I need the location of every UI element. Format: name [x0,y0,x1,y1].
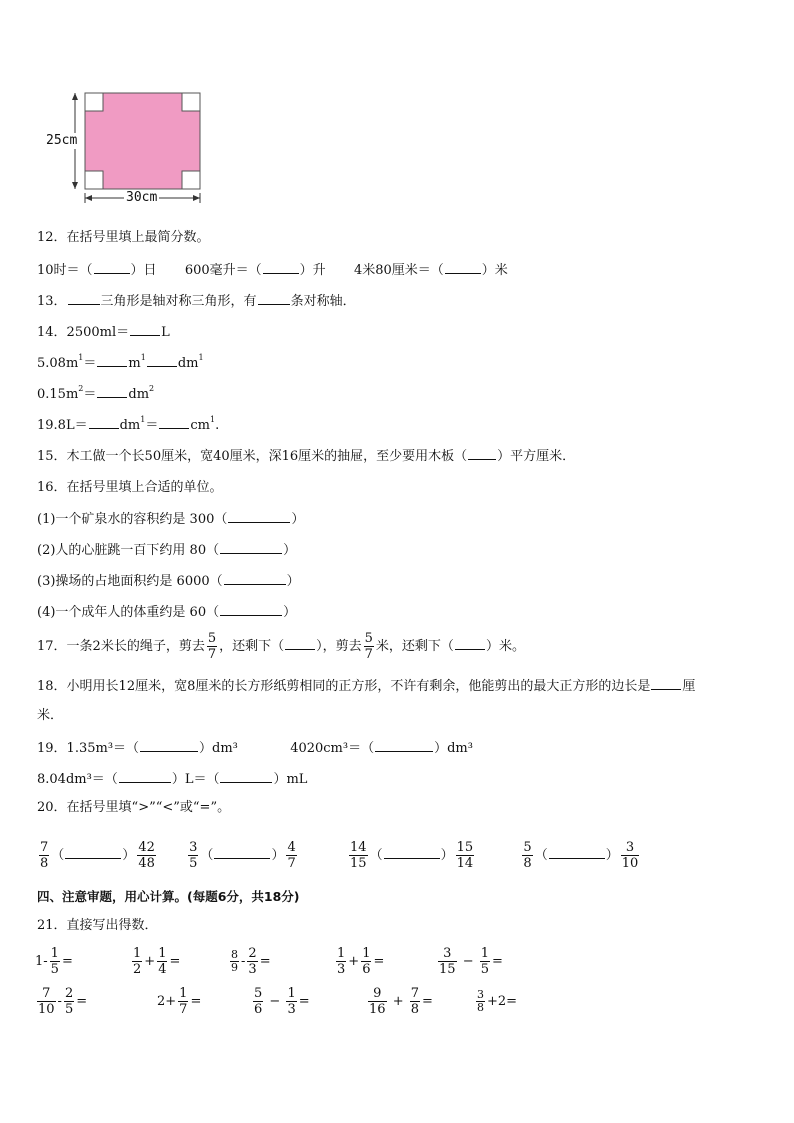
arrow-right [193,195,200,201]
blank[interactable] [285,637,315,650]
rectangle-figure [40,85,220,210]
q18-line1: 18．小明用长12厘米，宽8厘米的长方形纸剪相同的正方形，不许有剩余，他能剪出的最大正方形的边长是 厘 [37,679,696,694]
q12-line: 10时＝（ ）日 600毫升＝（ ）升 4米80厘米＝（ ）米 [37,263,508,278]
q21-expr-4: $\frac{1}{3}$ + $\frac{1}{6}$ = [337,946,385,977]
q20-title: 20．在括号里填“>”“<”或“=”。 [37,800,231,815]
q14-line3: $0.15m^2= dm^2$ [37,384,155,402]
blank[interactable] [228,510,290,523]
blank[interactable] [140,739,198,752]
q14-line2: $5.08m^1= m^1$ $dm^1$ [37,353,204,371]
q21-expr-9: $\frac{9}{16}$ + $\frac{7}{8}$ = [369,986,433,1017]
q17-line: 17．一条2米长的绳子，剪去 $\frac{5}{7}$ ，还剩下（ ），剪去 $\frac{5}{7}$ 米，还剩下（ ）米。 [37,631,525,662]
width-label: 30cm [126,190,158,205]
blank[interactable] [68,292,100,305]
blank[interactable] [445,261,481,274]
arrow-down [72,182,78,189]
q21-expr-1: 1- $\frac{1}{5}$ = [35,946,73,977]
blank[interactable] [97,354,127,367]
q21-expr-3: $\frac{8}{9}$ - $\frac{2}{3}$ = [231,946,271,977]
fraction: $\frac{14}{15}$ [350,840,367,871]
blank[interactable] [384,846,440,859]
q21-expr-7: 2+ $\frac{1}{7}$ = [157,986,202,1017]
q21-expr-8: $\frac{5}{6}$ − $\frac{1}{3}$ = [254,986,310,1017]
arrow-up [72,93,78,100]
fraction: $\frac{5}{7}$ [207,631,217,662]
corner-square-tl [85,93,103,111]
blank[interactable] [159,416,189,429]
fraction: $\frac{4}{7}$ [287,840,296,871]
height-label: 25cm [46,133,78,148]
q16-item-3: (3)操场的占地面积约是 6000（ ） [37,574,300,589]
q19-line1: 19．1.35m³＝（ ）dm³ 4020cm³＝（ ）dm³ [37,741,473,756]
q16-item-2: (2)人的心脏跳一百下约用 80（ ） [37,543,297,558]
q14-line1: 14．2500ml＝ L [37,325,170,340]
arrow-left [85,195,92,201]
q18-line2: 米． [37,708,64,723]
blank[interactable] [651,677,681,690]
fraction: $\frac{3}{10}$ [621,840,639,871]
blank[interactable] [214,846,270,859]
fraction: $\frac{3}{5}$ [189,840,198,871]
blank[interactable] [455,637,485,650]
blank[interactable] [94,261,130,274]
q21-expr-2: $\frac{1}{2}$ + $\frac{1}{4}$ = [133,946,181,977]
fraction: $\frac{15}{14}$ [456,840,474,871]
blank[interactable] [147,354,177,367]
q21-expr-5: $\frac{3}{15}$ − $\frac{1}{5}$ = [439,946,503,977]
q16-title: 16．在括号里填上合适的单位。 [37,480,223,495]
blank[interactable] [258,292,290,305]
blank[interactable] [220,603,282,616]
blank[interactable] [220,541,282,554]
blank[interactable] [65,846,121,859]
q21-expr-10: $\frac{3}{8}$ +2= [477,988,518,1014]
blank[interactable] [220,770,272,783]
q20-comparisons: $\frac{7}{8}$ （ ） $\frac{42}{48}$ $\frac{3}{5}$ （ ） $\frac{4}{7}$ $\frac{14}{15}$ （ ） $\frac{15}{14}$ $\frac{5}{8}$ （ ） $\frac{3}{10}$ [40,840,639,871]
q16-item-1: (1)一个矿泉水的容积约是 300（ ） [37,512,305,527]
q15-line: 15．木工做一个长50厘米，宽40厘米，深16厘米的抽屉，至少要用木板（ ）平方厘米． [37,449,576,464]
q21-title: 21．直接写出得数． [37,918,158,933]
fraction: $\frac{7}{8}$ [40,840,49,871]
q14-line4: $19.8L= dm^1= cm^1$. [37,415,220,433]
blank[interactable] [89,416,119,429]
blank[interactable] [549,846,605,859]
blank[interactable] [263,261,299,274]
corner-square-bl [85,171,103,189]
q16-item-4: (4)一个成年人的体重约是 60（ ） [37,605,297,620]
blank[interactable] [130,323,160,336]
q21-expr-6: $\frac{7}{10}$ - $\frac{2}{5}$ = [38,986,88,1017]
q19-line2: 8.04dm³＝（ ）L＝（ ）mL [37,772,308,787]
fraction: $\frac{42}{48}$ [138,840,155,871]
blank[interactable] [375,739,433,752]
section-heading: 四、注意审题，用心计算。(每题6分，共18分) [37,889,300,904]
blank[interactable] [97,385,127,398]
blank[interactable] [119,770,171,783]
q13-line: 13． 三角形是轴对称三角形，有 条对称轴． [37,294,356,309]
corner-square-br [182,171,200,189]
blank[interactable] [468,447,496,460]
fraction: $\frac{5}{7}$ [364,631,373,662]
corner-square-tr [182,93,200,111]
blank[interactable] [224,572,286,585]
fraction: $\frac{5}{8}$ [523,840,532,871]
q12-title: 12．在括号里填上最简分数。 [37,230,210,245]
